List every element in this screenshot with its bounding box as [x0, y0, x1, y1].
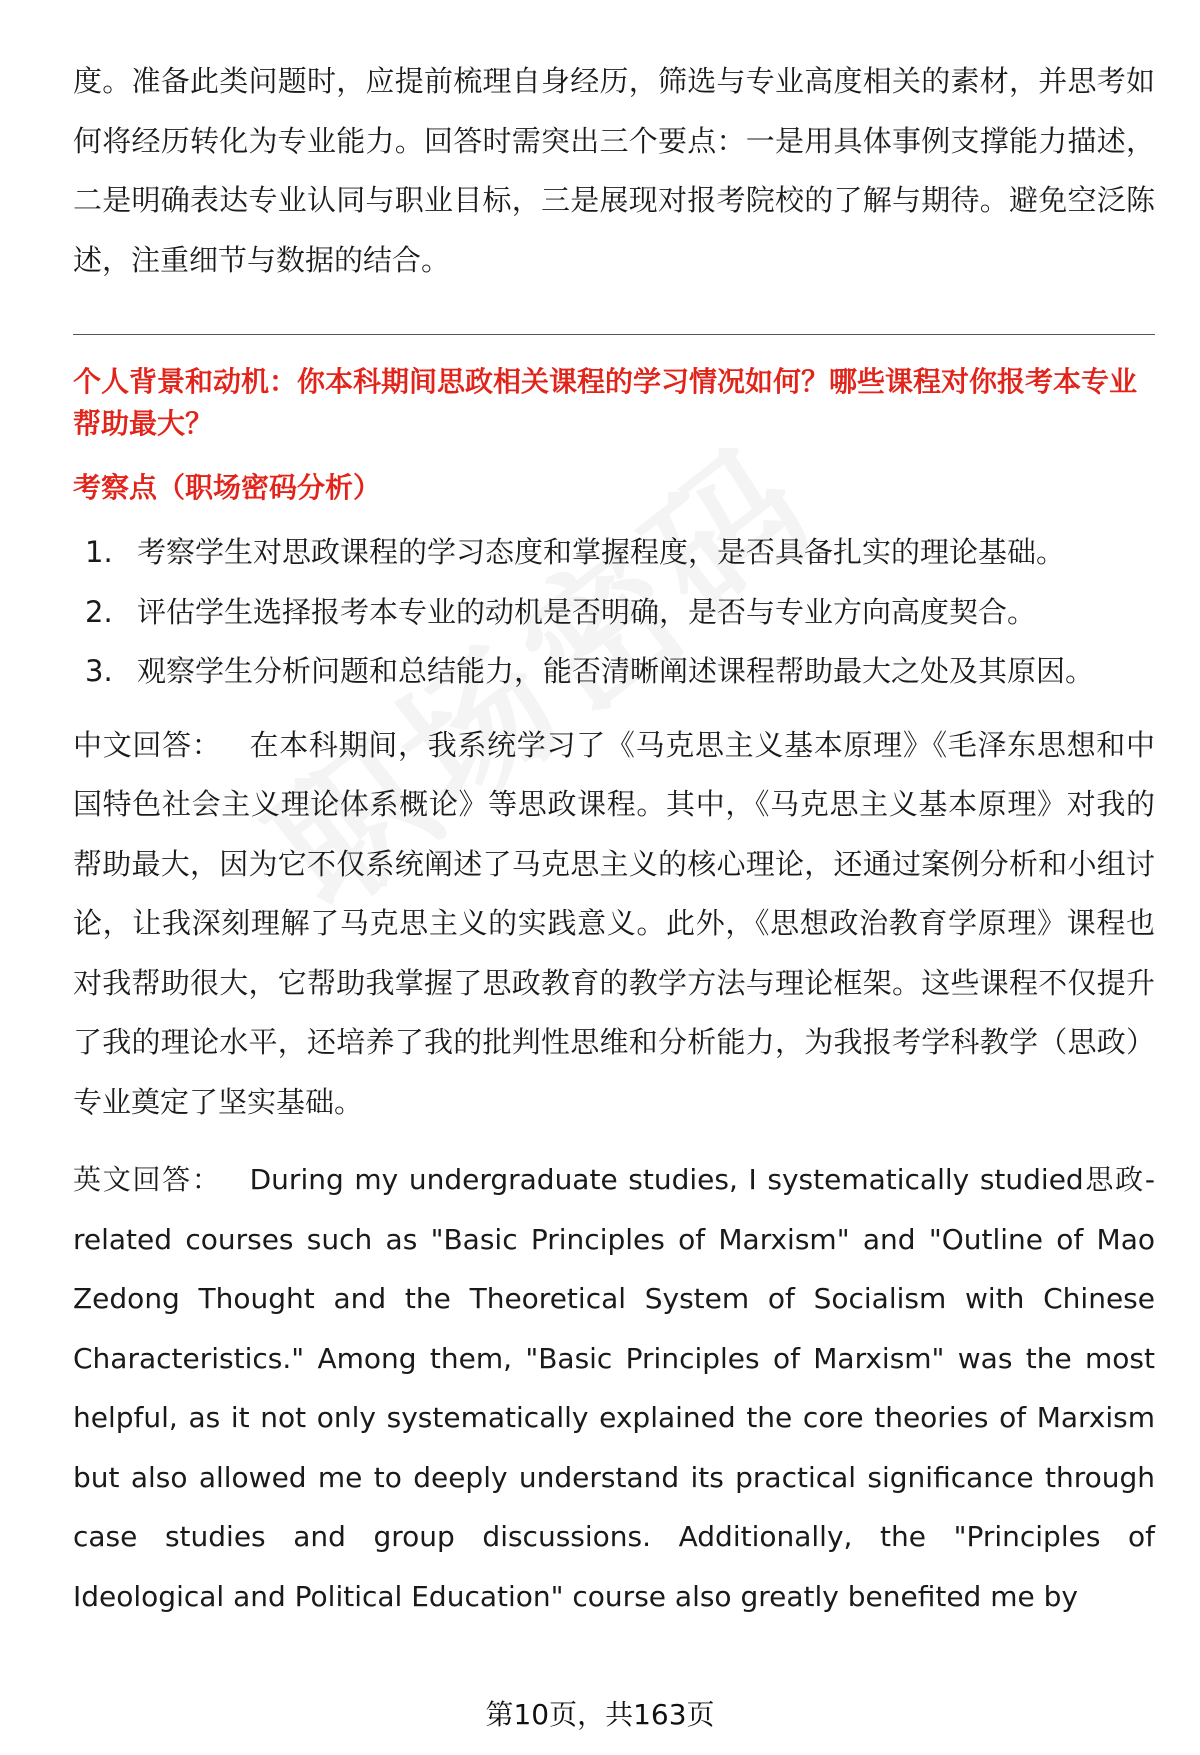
list-item: [73, 642, 1155, 702]
page-content: [73, 52, 1155, 1644]
list-item-text: 考察学生对思政课程的学习态度和掌握程度，是否具备扎实的理论基础。: [137, 535, 1066, 569]
chinese-answer-paragraph: [73, 716, 1155, 1133]
assessment-heading: 考察点（职场密码分析）: [73, 471, 382, 504]
list-item-text: 观察学生分析问题和总结能力，能否清晰阐述课程帮助最大之处及其原因。: [137, 654, 1095, 688]
list-item-number: 3.: [85, 654, 113, 688]
question-heading: 个人背景和动机：你本科期间思政相关课程的学习情况如何？哪些课程对你报考本专业帮助最大？: [73, 365, 1138, 440]
page-number-footer: 第10页，共163页: [485, 1698, 715, 1731]
english-answer-text: During my undergraduate studies, I systematically studied思政-related courses such as "Basic Principles of Marxism" and "Outline of Mao Zedong Thought and the Theoretical System of Socialism with Chinese Characteristics." Among them, "Basic Principles of Marxism" was the most helpful, as it not only systematically explained the core theories of Marxism but also allowed me to deeply understand its practical significance through case studies and group discussions. Additionally, the "Principles of Ideological and Political Education" course also greatly benefited me by: [73, 1163, 1155, 1613]
intro-paragraph: 度。准备此类问题时，应提前梳理自身经历，筛选与专业高度相关的素材，并思考如何将经历转化为专业能力。回答时需突出三个要点：一是用具体事例支撑能力描述，二是明确表达专业认同与职业目标，三是展现对报考院校的了解与期待。避免空泛陈述，注重细节与数据的结合。: [73, 64, 1155, 277]
chinese-answer-label: 中文回答：: [73, 727, 222, 762]
chinese-answer-text: 在本科期间，我系统学习了《马克思主义基本原理》《毛泽东思想和中国特色社会主义理论体系概论》等思政课程。其中，《马克思主义基本原理》对我的帮助最大，因为它不仅系统阐述了马克思主义的核心理论，还通过案例分析和小组讨论，让我深刻理解了马克思主义的实践意义。此外，《思想政治教育学原理》课程也对我帮助很大，它帮助我掌握了思政教育的教学方法与理论框架。这些课程不仅提升了我的理论水平，还培养了我的批判性思维和分析能力，为我报考学科教学（思政）专业奠定了坚实基础。: [73, 727, 1155, 1119]
list-item-number: 1.: [85, 535, 113, 569]
english-answer-label: 英文回答：: [73, 1163, 222, 1196]
section-divider: [73, 334, 1155, 335]
english-answer-paragraph: [73, 1150, 1155, 1626]
list-item-number: 2.: [85, 594, 113, 629]
list-item-text: 评估学生选择报考本专业的动机是否明确，是否与专业方向高度契合。: [137, 594, 1037, 629]
list-item: [73, 523, 1155, 583]
list-item: [73, 583, 1155, 643]
assessment-points-list: [73, 523, 1155, 702]
